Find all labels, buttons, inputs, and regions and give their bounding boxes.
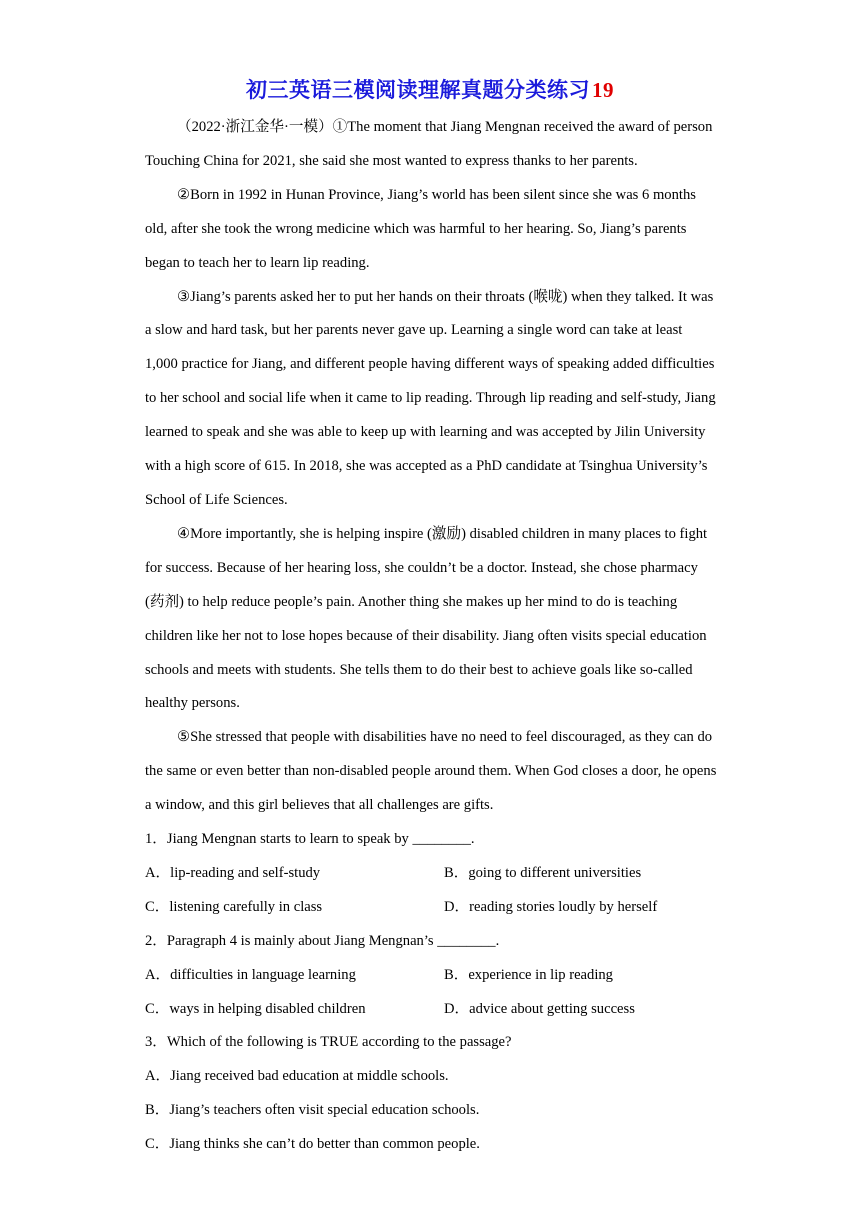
question-2-option-d: D．advice about getting success xyxy=(444,1000,635,1017)
question-1-option-c: C．listening carefully in class xyxy=(145,898,323,915)
paragraph-3: ③Jiang’s parents asked her to put her hands on their throats (喉咙) when they talked. It was a slow and hard task, but her parents never gave up. Learning a single word can take at least 1,000 practice for Jiang, and different people having different ways of speaking added difficulties to her school and social life when it came to lip reading. Through lip reading and self-study, Jiang learned to speak and she was able to keep up with learning and was accepted by Jilin University with a high score of 615. In 2018, she was accepted as a PhD candidate at Tsinghua University’s School of Life Sciences. xyxy=(145,288,716,508)
document-body xyxy=(145,111,717,1162)
question-1-option-d: D．reading stories loudly by herself xyxy=(444,898,658,915)
question-2-option-c: C．ways in helping disabled children xyxy=(145,1000,366,1017)
question-2-stem: 2．Paragraph 4 is mainly about Jiang Mengnan’s ________. xyxy=(145,932,500,949)
paragraph-5: ⑤She stressed that people with disabilities have no need to feel discouraged, as they can do the same or even better than non-disabled people around them. When God closes a door, he opens a window, and this girl believes that all challenges are gifts. xyxy=(145,729,717,814)
question-2-option-a: A．difficulties in language learning xyxy=(145,966,356,983)
paragraph-4: ④More importantly, she is helping inspire (激励) disabled children in many places to fight for success. Because of her hearing loss, she couldn’t be a doctor. Instead, she chose pharmacy (药剂) to help reduce people’s pain. Another thing she makes up her mind to do is teaching children like her not to lose hopes because of their disability. Jiang often visits special education schools and meets with students. She tells them to do their best to achieve goals like so-called healthy persons. xyxy=(145,525,708,712)
question-3-option-c: C．Jiang thinks she can’t do better than common people. xyxy=(145,1136,480,1153)
question-2-option-b: B．experience in lip reading xyxy=(444,966,613,983)
document-title xyxy=(0,74,860,104)
title-number: 19 xyxy=(592,78,614,102)
question-1-option-a: A．lip-reading and self-study xyxy=(145,864,321,881)
question-3-option-a: A．Jiang received bad education at middle schools. xyxy=(145,1068,449,1085)
question-1-options-row-1 xyxy=(145,857,717,891)
question-3-stem: 3．Which of the following is TRUE according to the passage? xyxy=(145,1034,512,1051)
question-2-options-row-1 xyxy=(145,959,717,993)
paragraph-2: ②Born in 1992 in Hunan Province, Jiang’s world has been silent since she was 6 months old, after she took the wrong medicine which was harmful to her hearing. So, Jiang’s parents began to teach her to learn lip reading. xyxy=(145,186,696,271)
question-1-stem: 1．Jiang Mengnan starts to learn to speak by ________. xyxy=(145,831,475,848)
question-1-options-row-2 xyxy=(145,891,717,925)
question-2-options-row-2 xyxy=(145,993,717,1027)
question-1-option-b: B．going to different universities xyxy=(444,864,642,881)
title-text: 初三英语三模阅读理解真题分类练习 xyxy=(246,78,590,102)
question-3-option-b: B．Jiang’s teachers often visit special education schools. xyxy=(145,1102,480,1119)
paragraph-1: （2022·浙江金华·一模）①The moment that Jiang Mengnan received the award of person Touching China for 2021, she said she most wanted to express thanks to her parents. xyxy=(145,119,713,169)
